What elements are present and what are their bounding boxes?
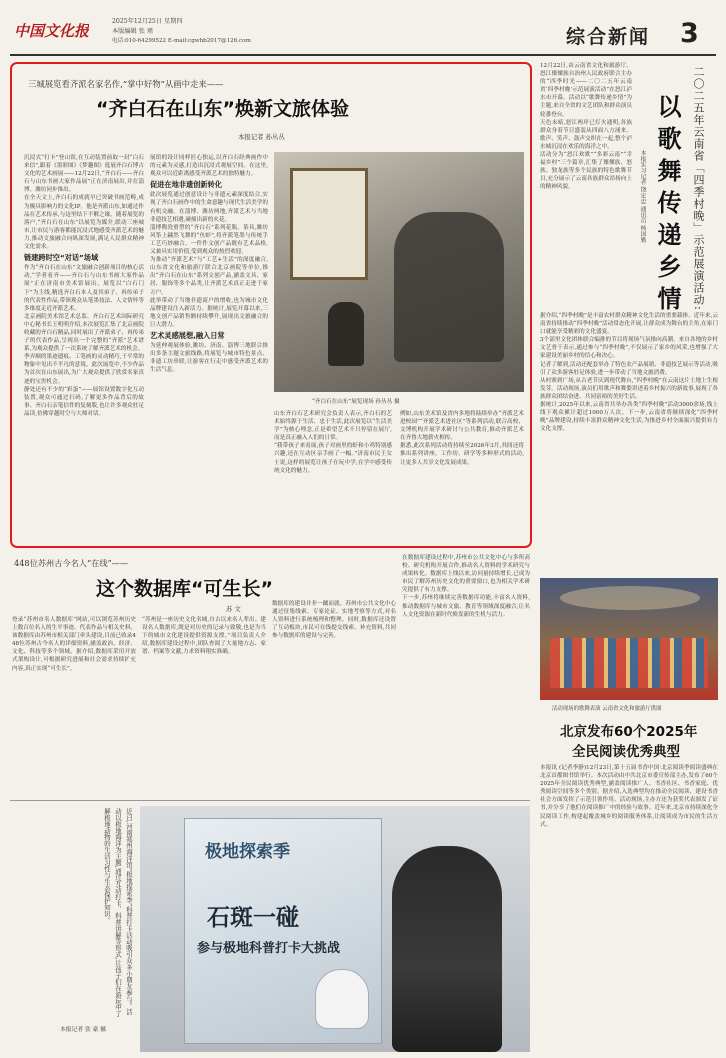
paragraph: 此举带动了当地非遗商户的增收,也为城市文化品牌建设注入新活力。据统计,展览开幕以来,三地文创产品销售额持续攀升,展现出文旅融合的巨大潜力。 bbox=[150, 297, 268, 328]
db-column-2 bbox=[142, 616, 266, 796]
paragraph: 例如,山东美术馆及省内多地将陆续举办“齐派艺术进校园”“齐派艺术进社区”等系列活动,联合高校、文博机构开展学术研讨与公共教育,推动齐派艺术在齐鲁大地薪火相传。 bbox=[400, 411, 524, 442]
paragraph: 沉浸式“打卡”登山馆,在互动装置前取一封“白石来信”,跟着《墨彩图》《梦趣图》逛展齐白石博古文化的艺术画展——12月22日,“齐白石——齐白石与山东书画大家作品展”正在济南展出,并在淄博、潍坊同步推出。 bbox=[24, 155, 144, 194]
paragraph: 展馆的设计同样匠心独运,以齐白石经典画作中的元素为灵感,打造出沉浸式观展空间。在这里,观众可以近距离感受齐派艺术的独特魅力。 bbox=[150, 155, 268, 178]
lead-column-3 bbox=[274, 410, 392, 544]
paragraph: 天色未暗,怒江两岸已灯火通明,各族群众身着节日盛装从四面八方涌来。歌声、笑声、鼓声交织在一起,整个泸水城沉浸在欢乐的海洋之中。 bbox=[540, 119, 632, 150]
db-byline: 苏 文 bbox=[226, 605, 241, 613]
performers bbox=[550, 638, 708, 688]
subheading: 促进在地非遗创新转化 bbox=[150, 180, 222, 190]
paragraph: 山东齐白石艺术研究会负责人表示,齐白石的艺术始终源于生活、忠于生活,此次展览以“生活美学”为核心理念,正是希望艺术不只停留在展厅,而是真正融入人们的日常。 bbox=[274, 411, 392, 442]
newspaper-logo: 中国文化报 bbox=[14, 22, 90, 40]
stage-light bbox=[560, 586, 700, 610]
lead-title: “齐白石在山东”焕新文旅体验 bbox=[96, 98, 349, 120]
masthead bbox=[0, 0, 726, 56]
yunnan-vertical-kicker: 二〇二五年云南省「四季村晚」示范展演活动: bbox=[692, 66, 705, 311]
paragraph: 3个部里文化团体联合编排的节目将现场气氛推向高潮。来自各地的乡村文艺骨干表示,通过参与“四季村晚”,不仅展示了家乡的风采,也增强了大家建设美丽乡村的信心和决心。 bbox=[540, 337, 718, 360]
yunnan-vertical-title: 以歌舞传递乡情 bbox=[653, 94, 681, 318]
yunnan-text-top bbox=[540, 62, 632, 310]
paragraph: 据介绍,“四季村晚”是丰富农村群众精神文化生活的重要载体。近年来,云南省持续推动“四季村晚”活动常态化开展,让群众成为舞台的主角,在家门口就能享受精彩的文化盛宴。 bbox=[540, 313, 718, 336]
beijing-title-line-1: 北京发布60个2025年 bbox=[560, 724, 698, 740]
db-column-1 bbox=[12, 616, 136, 796]
paragraph: 为延伸观展体验,潍坊、济南、淄博三地联合推出多条主题文旅线路,将展览与城市特色景点、非遗工坊串联,让游客在行走中感受齐派艺术的生活气息。 bbox=[150, 343, 268, 374]
db-column-3 bbox=[272, 600, 396, 796]
banner-title: 极地探索季 bbox=[205, 842, 290, 862]
divider bbox=[10, 800, 530, 801]
paragraph: 作为“齐白石在山东”文旅融合创新项目的核心活动,“学者看齐——齐白石与山东书画大家作品展”正在济南市美术馆展出。展览以“白石门下”为主线,精选齐白石本人及其弟子、再传弟子的代表性作品,带领观众从笔墨技法、人文情怀等多维度走近齐派艺术。 bbox=[24, 265, 144, 312]
lead-kicker: 三城展览看齐派名家名作,“掌中好物”从画中走来—— bbox=[28, 79, 224, 89]
painting-figure bbox=[394, 212, 504, 362]
lead-column-4 bbox=[400, 410, 524, 544]
db-title: 这个数据库“可生长” bbox=[96, 578, 273, 600]
section-name: 综合新闻 bbox=[566, 26, 651, 48]
banner-subtitle: 参与极地科普打卡大挑战 bbox=[197, 941, 341, 956]
paragraph: 登录“苏州市名人数据库”网站,可以浏览苏州历史上数百位名人的生平事迹、代表作品与相关史料。该数据库由苏州市相关部门牵头建设,目前已收录448位苏州古今名人的详细资料,涵盖政治、经济、文化、科技等多个领域。据介绍,数据库采用开放式架构设计,可根据研究进展和社会需求持续扩充内容,真正实现“可生长”。 bbox=[12, 617, 136, 672]
paragraph: 北京画院美术馆艺术总监、齐白石艺术国际研究中心秘书长王明明介绍,本次展览汇集了北京画院收藏的齐白石精品,同时展出了齐派弟子、再传弟子的代表作品,呈现出一个完整的“齐派”艺术谱系,为观众提供了一次系统了解齐派艺术的机会。 bbox=[24, 313, 144, 353]
paragraph: 此次展览通过创意设计与非遗元素深度结合,实现了齐白石画作中的生命意趣与现代生活美学的有机交融。在淄博、潍坊两地,齐派艺术与当地非遗技艺相遇,碰撞出新的火花。 bbox=[150, 192, 268, 223]
paragraph: 记者了解到,活动还配套举办了特色农产品展销、非遗技艺展示等活动,吸引了众多游客驻足体验,进一步带动了当地文旅消费。 bbox=[540, 361, 718, 376]
paragraph: 为推动“齐派艺术”与“工艺+生活”的深度融合,山东省文化和旅游厅联合北京画院等单位,推出“齐白石在山东”系列文创产品,涵盖文具、家居、服饰等多个品类,让齐派艺术真正走进千家万户。 bbox=[150, 257, 268, 296]
yunnan-photo-caption: 活动现场的歌舞表演 云南省文化和旅游厅供图 bbox=[552, 706, 662, 712]
polar-bear-mascot bbox=[315, 969, 369, 1029]
photo-caption: “齐白石在山东”展览现场 孙丛丛 摄 bbox=[312, 399, 400, 405]
db-kicker: 448位苏州古今名人“在线”—— bbox=[14, 558, 129, 568]
paragraph: 12月22日,由云南省文化和旅游厅、怒江傈僳族自治州人民政府联合主办的“四季时光——二〇二五年云南省‘四季村晚’示范展演活动”在怒江泸水市开幕。活动以“歌舞传递乡情”为主题,来自全省的文艺团队和群众演员轮番登台。 bbox=[540, 63, 632, 118]
paragraph: 数据库的建设并非一蹴而就。苏州市公共文化中心通过征集线索、专家论证、实地考察等方式,对名人资料进行系统梳理和整理。同时,数据库还设置了互动板块,市民可在线提交线索、补充资料,共同参与数据库的建设与完善。 bbox=[272, 601, 396, 640]
lead-byline: 本报记者 孙丛丛 bbox=[238, 133, 285, 141]
masthead-contact: 电话:010-64299522 E-mail:cgwhb2017@126.com bbox=[112, 38, 251, 44]
subheading: 艺术灵感展想,融入日常 bbox=[150, 330, 225, 340]
beijing-title-line-2: 全民阅读优秀典型 bbox=[572, 744, 680, 760]
masthead-rule bbox=[10, 54, 716, 56]
paragraph: 下一步,苏州将继续完善数据库功能,丰富名人资料,推动数据库与城市文旅、教育等领域深度融合,让名人文化资源在新时代焕发新的生机与活力。 bbox=[402, 595, 530, 618]
paragraph: 在数据库建设过程中,苏州市公共文化中心与多所高校、研究机构开展合作,推动名人资料的学术研究与成果转化。数据库上线以来,访问量持续增长,已成为市民了解苏州历史文化的重要窗口,也为相关学术研究提供了有力支撑。 bbox=[402, 555, 530, 594]
page-number: 3 bbox=[680, 18, 699, 49]
visitor-child bbox=[328, 302, 364, 366]
masthead-editor: 本版编辑 张 瑾 bbox=[112, 28, 154, 35]
paragraph: 静处还有不少的“彩蛋”——展馆设置数字化互动装置,观众可通过扫码,了解更多作品背后的故事。齐白石亲笔信件的复刻版,也让许多观众驻足品读,仿佛穿越时空与大师对话。 bbox=[24, 386, 144, 417]
paragraph: 活动分为“怒江欢歌”“多彩云南”“幸福乡村”三个篇章,汇集了傈僳族、怒族、独龙族等多个民族的特色歌舞节目,充分展示了云南各族群众昂扬向上的精神风貌。 bbox=[540, 152, 632, 191]
exhibition-photo bbox=[274, 152, 524, 392]
lead-column-2 bbox=[150, 154, 268, 542]
yunnan-vertical-byline: 本报实习记者 饶定忠 通讯员 杨国勤 bbox=[639, 150, 645, 243]
lead-article bbox=[10, 62, 532, 548]
paragraph: 淄博陶瓷重塑的“齐白石”系列花瓶、茶具,潍坊风筝上翩然飞舞的“鱼虾”,将齐派笔墨与传统手工艺巧妙融合。一件件文创产品既有艺术品格,又兼具实用价值,受到观众的热烈欢迎。 bbox=[150, 224, 268, 256]
banner-headline: 石斑一碰 bbox=[207, 905, 299, 931]
paragraph: 在全天文上,齐白石的成就早已突破书画范畴,成为极具影响力的文化IP。他是齐派山东,如通过作品在艺术传承,与这里结下不解之缘。随着展览的落户,“齐白石在山东”以展览为媒介,联动三座城市,让市民与游客都能沉浸式地感受齐派艺术的魅力,推动文旅融合向纵深发展,满足人民群众精神文化需求。 bbox=[24, 195, 144, 251]
paragraph: “苏州是一座历史文化名城,自古以来名人辈出。建设名人数据库,既是对历史的记录与致敬,也是为当下的城市文化建设提供资源支撑。”项目负责人介绍,数据库建设过程中,团队查阅了大量地方志、家谱、档案等文献,力求资料翔实准确。 bbox=[142, 617, 266, 656]
paragraph: 据悉,此次系列活动将持续至2026年3月,其间还将推出系列讲座、工作坊、研学等多种形式的活动,让更多人共享文化发展成果。 bbox=[400, 443, 524, 466]
lead-column-1 bbox=[24, 154, 144, 542]
paragraph: 据统计,2025年以来,云南省共举办各类“四季村晚”活动3000余场,线上线下观众累计超过1000万人次。下一步,云南省将继续深化“四季村晚”品牌建设,持续丰富群众精神文化生活,为推进乡村全面振兴提供有力文化支撑。 bbox=[540, 402, 718, 433]
paragraph: “我带孩子来看展,孩子对画里的虾和小鸡特别感兴趣,还在互动区亲手画了一幅。”济南市民王女士说,这样的展览让孩子在玩中学,在学中感受传统文化的魅力。 bbox=[274, 443, 392, 474]
painting-frame bbox=[290, 168, 368, 280]
yunnan-performance-photo bbox=[540, 578, 718, 700]
beijing-body bbox=[540, 764, 718, 1050]
bottom-left-byline: 本报记者 张 豪 摄 bbox=[60, 1027, 107, 1033]
db-column-4 bbox=[402, 554, 530, 796]
paragraph: 从村寨到广场,从古老节庆到现代舞台,“四季村晚”在云南这片土地上生根发芽。活动现场,演员们用歌声和舞姿讲述着乡村振兴的新故事,展现了各族群众团结奋进、共同富裕的美好生活。 bbox=[540, 377, 718, 400]
bottom-left-vertical-text: 近日,河南郑州海洋馆“极地探索季”科普打卡活动吸引众多小朋友参与。活动以极地海洋为主题,通过互动打卡、科普讲解等形式,让孩子们在游玩中了解极地动物的生活习性与生态保护知识。 bbox=[103, 808, 133, 1017]
yunnan-text-middle bbox=[540, 312, 718, 574]
promo-banner bbox=[184, 818, 382, 1044]
masthead-date: 2025年12月25日 星期四 bbox=[112, 18, 183, 25]
aquarium-photo bbox=[140, 806, 530, 1052]
subheading: 链建跨时空“对话”场域 bbox=[24, 253, 99, 263]
paragraph: 季弄顺的墨迹遗痕、工笔画的灵动精巧,于平常的物象中见出不平凡的意境。此次展览中,不少作品为首次在山东展出,为广大观众提供了欣赏名家真迹的宝贵机会。 bbox=[24, 354, 144, 385]
paragraph: 本报讯 (记者李静)12月23日,第十五届书香中国·北京阅读季阅读盛典在北京首都图书馆举行。本次活动由中共北京市委宣传部主办,发布了60个2025年全民阅读优秀典型,涵盖阅读推广人、书香社区、书香家庭、优秀阅读空间等多个类别。据介绍,入选典型均在推动全民阅读、建设书香社会方面发挥了示范引领作用。活动现场,主办方还为获奖代表颁发了证书,并分享了他们在阅读推广中的经验与故事。近年来,北京市持续深化全民阅读工作,构建起覆盖城乡的阅读服务体系,让阅读成为市民的生活方式。 bbox=[540, 765, 718, 828]
child-visitor bbox=[392, 846, 502, 1052]
